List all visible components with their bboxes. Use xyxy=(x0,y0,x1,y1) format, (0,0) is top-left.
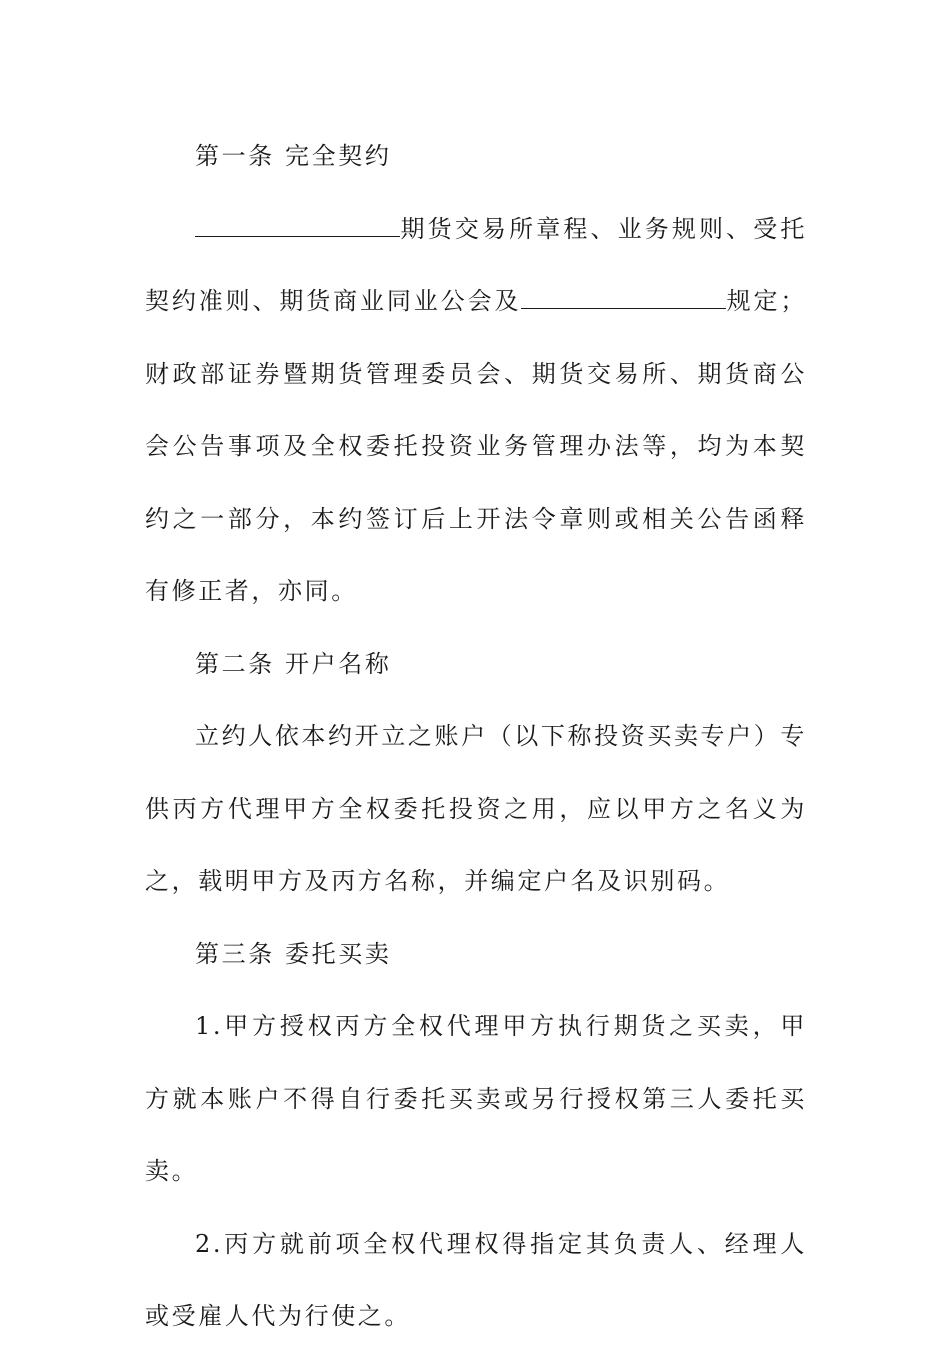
article-2-body: 立约人依本约开立之账户（以下称投资买卖专户）专供丙方代理甲方全权委托投资之用，应以甲方之名义为之，载明甲方及丙方名称，并编定户名及识别码。 xyxy=(145,722,807,895)
article-3-heading: 第三条 委托买卖 xyxy=(195,939,392,968)
article-1-text-part-1: 期货交易所章程、业务规则、受托契约准则、期货商业同业公会及 xyxy=(145,214,807,315)
article-1-text-part-2: 规定；财政部证券暨期货管理委员会、期货交易所、期货商公会公告事项及全权委托投资业务管理办法等，均为本契约之一部分，本约签订后上开法令章则或相关公告函释有修正者，亦同。 xyxy=(145,287,807,605)
article-1-heading: 第一条 完全契约 xyxy=(195,142,392,170)
article-3-item-1: 1.甲方授权丙方全权代理甲方执行期货之买卖，甲方就本账户不得自行委托买卖或另行授权第三人委托买卖。 xyxy=(145,1012,807,1185)
article-3-item-2: 2.丙方就前项全权代理权得指定其负责人、经理人或受雇人代为行使之。 xyxy=(145,1229,807,1330)
fill-in-blank-1[interactable] xyxy=(195,216,400,237)
document-body xyxy=(145,120,807,1353)
fill-in-blank-2[interactable] xyxy=(521,288,726,309)
article-2-heading: 第二条 开户名称 xyxy=(195,649,392,678)
article-1-body xyxy=(145,193,807,628)
